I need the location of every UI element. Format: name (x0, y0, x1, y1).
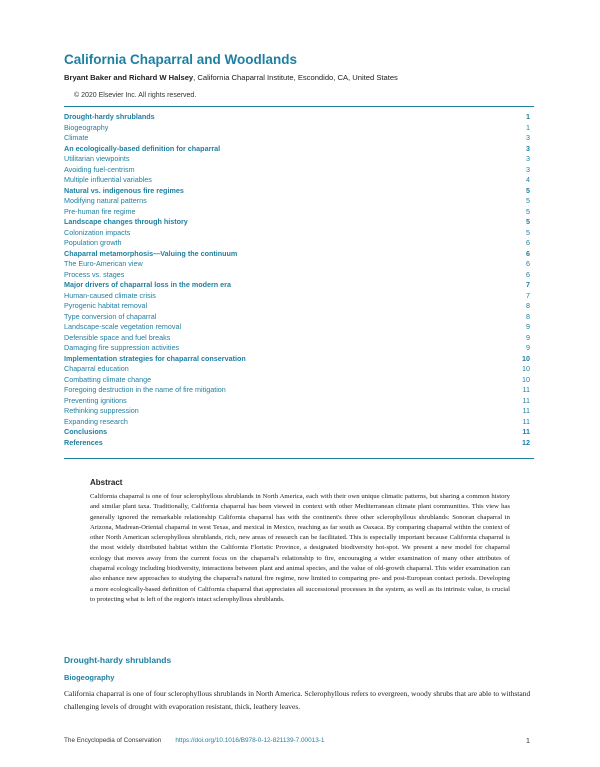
toc-entry-label[interactable]: Drought-hardy shrublands (64, 112, 155, 121)
toc-entry-page: 11 (522, 427, 530, 436)
toc-entry[interactable] (64, 354, 530, 365)
toc-entry[interactable] (64, 343, 530, 354)
toc-entry[interactable] (64, 385, 530, 396)
toc-entry-page: 12 (522, 437, 530, 447)
toc-entry-page: 8 (526, 301, 530, 310)
toc-entry-label[interactable]: Human-caused climate crisis (64, 290, 156, 300)
toc-entry-label[interactable]: Multiple influential variables (64, 175, 152, 184)
toc-entry[interactable] (64, 406, 530, 417)
toc-entry[interactable] (64, 280, 530, 291)
toc-entry-page: 3 (526, 133, 530, 142)
toc-entry[interactable] (64, 301, 530, 312)
page-footer (64, 736, 530, 745)
toc-entry[interactable] (64, 270, 530, 281)
toc-entry-label[interactable]: The Euro-American view (64, 259, 143, 268)
doi-link[interactable]: https://doi.org/10.1016/B978-0-12-821139-7.00013-1 (175, 737, 325, 744)
toc-entry[interactable] (64, 217, 530, 228)
toc-entry-page: 3 (526, 143, 530, 153)
toc-entry[interactable] (64, 112, 530, 123)
toc-entry-label[interactable]: Defensible space and fuel breaks (64, 332, 171, 342)
toc-entry-page: 11 (522, 385, 530, 394)
toc-entry-label[interactable]: Colonization impacts (64, 227, 131, 237)
toc-entry-page: 11 (522, 416, 530, 426)
toc-entry-page: 11 (522, 395, 530, 405)
toc-entry-label[interactable]: Biogeography (64, 122, 109, 132)
toc-entry[interactable] (64, 375, 530, 386)
toc-entry-page: 6 (526, 238, 530, 247)
toc-entry[interactable] (64, 154, 530, 165)
author-line (64, 73, 398, 82)
toc-entry[interactable] (64, 427, 530, 438)
toc-entry[interactable] (64, 238, 530, 249)
copyright-notice: © 2020 Elsevier Inc. All rights reserved. (74, 92, 197, 99)
abstract-heading: Abstract (90, 478, 123, 487)
toc-entry-page: 5 (526, 217, 530, 226)
toc-entry[interactable] (64, 396, 530, 407)
toc-entry-page: 11 (522, 406, 530, 415)
toc-entry-label[interactable]: References (64, 437, 103, 447)
toc-entry-page: 10 (522, 353, 530, 363)
toc-entry-label[interactable]: Major drivers of chaparral loss in the modern era (64, 280, 231, 289)
abstract-text: California chaparral is one of four sclerophyllous shrublands in North America, each with their own unique climatic patterns, but sharing a common history and similar plant taxa. Traditionally, California chaparral has been viewed in context with other Mediterranean climate plant communities. This view has generally ignored the remarkable relationship California chaparral has with the continent's three other sclerophyllous shrublands: Sonoran chaparral in Arizona, Madrean-Oriental chaparral in west Texas, and mexical in Mexico, reaching as far south as Oaxaca. By comparing chaparral within the context of other North American sclerophyllous shrublands, rich, new areas of research can be facilitated. This is especially important because California chaparral is the most widely distributed habitat within the California Floristic Province, a designated biodiversity hot-spot. We present a new model for chaparral ecology that moves away from the current focus on the chaparral's relationship to fire, encouraging a wider examination of many other attributes of chaparral ecology including biodiversity, interactions between plant and animal species, and the value of old-growth chaparral. This wider examination can also enhance new approaches to studying the chaparral's natural fire regime, now limited to comparing pre- and post-European contact periods. Developing a more ecologically-based definition of California chaparral that appreciates all successional processes in the system, as well as its intrinsic value, is crucial to protecting what is left of the region's intact sclerophyllous shrublands. (90, 493, 510, 603)
toc-entry-label[interactable]: Landscape changes through history (64, 217, 188, 226)
toc-entry[interactable] (64, 312, 530, 323)
toc-entry-label[interactable]: Pre-human fire regime (64, 206, 136, 216)
body-paragraph: California chaparral is one of four sclerophyllous shrublands in North America. Sclerophyllous refers to evergreen, woody shrubs that are able to withstand challenging levels of drought with evaporation resistant, thick, leathery leaves. (64, 689, 531, 711)
toc-entry-label[interactable]: Population growth (64, 238, 122, 247)
toc-entry[interactable] (64, 123, 530, 134)
toc-entry-label[interactable]: Modifying natural patterns (64, 196, 147, 205)
toc-entry-label[interactable]: Chaparral metamorphosis—Valuing the continuum (64, 248, 238, 258)
toc-entry-label[interactable]: Type conversion of chaparral (64, 311, 157, 321)
toc-entry-page: 5 (526, 185, 530, 195)
toc-entry-label[interactable]: Utilitarian viewpoints (64, 154, 130, 163)
toc-entry-label[interactable]: Chaparral education (64, 364, 129, 373)
toc-entry-page: 6 (526, 269, 530, 279)
toc-entry-page: 7 (526, 280, 530, 289)
toc-entry[interactable] (64, 259, 530, 270)
table-of-contents (64, 112, 530, 448)
toc-entry-page: 6 (526, 248, 530, 258)
toc-entry[interactable] (64, 165, 530, 176)
toc-entry[interactable] (64, 249, 530, 260)
toc-entry-label[interactable]: Foregoing destruction in the name of fire mitigation (64, 385, 226, 394)
toc-entry-page: 9 (526, 332, 530, 342)
toc-entry-page: 4 (526, 175, 530, 184)
affiliation: , California Chaparral Institute, Escondido, CA, United States (193, 73, 398, 82)
toc-entry-label[interactable]: Climate (64, 133, 89, 142)
toc-entry[interactable] (64, 207, 530, 218)
toc-entry-label[interactable]: Implementation strategies for chaparral conservation (64, 353, 246, 363)
article-title: California Chaparral and Woodlands (64, 52, 298, 67)
toc-entry-label[interactable]: Process vs. stages (64, 269, 125, 279)
toc-entry[interactable] (64, 144, 530, 155)
toc-entry[interactable] (64, 291, 530, 302)
toc-entry-label[interactable]: Pyrogenic habitat removal (64, 301, 148, 310)
toc-entry-label[interactable]: Rethinking suppression (64, 406, 139, 415)
toc-entry-page: 3 (526, 164, 530, 174)
toc-entry[interactable] (64, 196, 530, 207)
toc-entry-page: 5 (526, 227, 530, 237)
toc-entry-label[interactable]: Avoiding fuel-centrism (64, 164, 135, 174)
toc-entry-page: 1 (526, 122, 530, 132)
toc-entry-page: 10 (522, 364, 530, 373)
toc-entry-label[interactable]: Expanding research (64, 416, 128, 426)
toc-entry-page: 8 (526, 311, 530, 321)
toc-top-divider (64, 106, 534, 107)
authors: Bryant Baker and Richard W Halsey (64, 73, 194, 82)
toc-entry[interactable] (64, 133, 530, 144)
toc-entry[interactable] (64, 175, 530, 186)
toc-entry-page: 10 (522, 374, 530, 384)
toc-entry-page: 9 (526, 343, 530, 352)
toc-entry-page: 5 (526, 196, 530, 205)
toc-entry-page: 6 (526, 259, 530, 268)
toc-bottom-divider (64, 458, 534, 459)
toc-entry[interactable] (64, 364, 530, 375)
toc-entry-page: 1 (526, 112, 530, 121)
toc-entry-label[interactable]: Natural vs. indigenous fire regimes (64, 185, 184, 195)
page-number: 1 (525, 736, 530, 745)
toc-entry[interactable] (64, 228, 530, 239)
toc-entry-label[interactable]: An ecologically-based definition for chaparral (64, 143, 221, 153)
toc-entry[interactable] (64, 438, 530, 449)
toc-entry-page: 5 (526, 206, 530, 216)
toc-entry-page: 3 (526, 154, 530, 163)
subsection-heading: Biogeography (64, 673, 115, 682)
toc-entry[interactable] (64, 333, 530, 344)
toc-entry-page: 7 (526, 290, 530, 300)
toc-entry-page: 9 (526, 322, 530, 331)
toc-entry[interactable] (64, 322, 530, 333)
toc-entry-label[interactable]: Conclusions (64, 427, 108, 436)
journal-name: The Encyclopedia of Conservation (64, 737, 162, 744)
section-heading: Drought-hardy shrublands (64, 655, 172, 665)
toc-entry-label[interactable]: Combatting climate change (64, 374, 152, 384)
toc-entry-label[interactable]: Preventing ignitions (64, 395, 127, 405)
toc-entry[interactable] (64, 417, 530, 428)
toc-entry-label[interactable]: Landscape-scale vegetation removal (64, 322, 182, 331)
toc-entry[interactable] (64, 186, 530, 197)
toc-entry-label[interactable]: Damaging fire suppression activities (64, 343, 180, 352)
